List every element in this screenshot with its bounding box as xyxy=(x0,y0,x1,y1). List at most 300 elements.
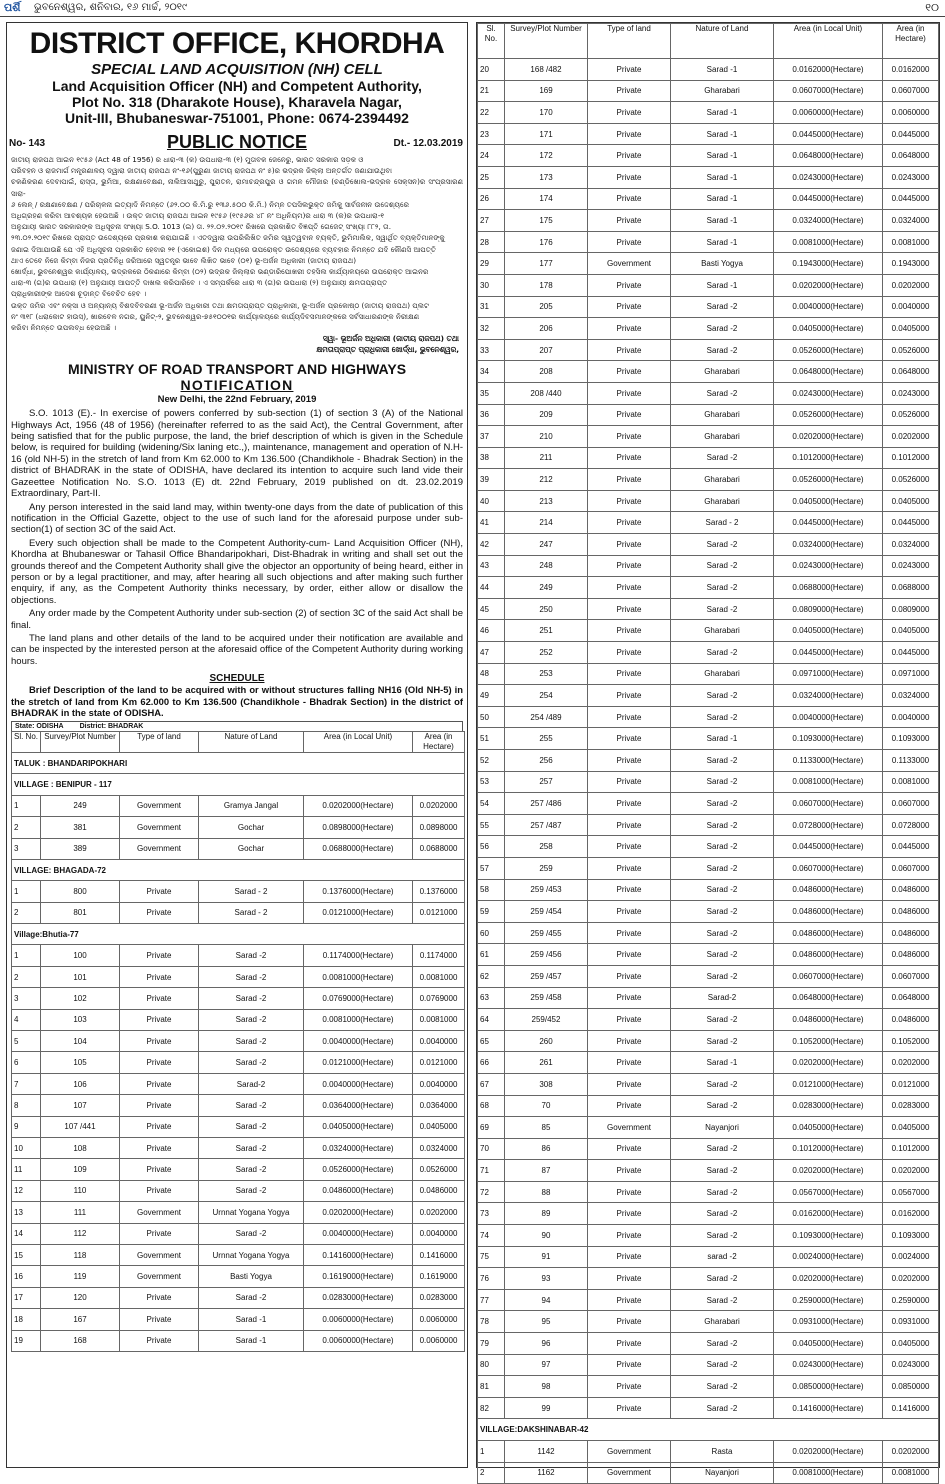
cell-type: Government xyxy=(588,1441,671,1463)
table-row xyxy=(478,339,939,361)
cell-area-local: 0.0060000(Hectare) xyxy=(304,1330,413,1351)
cell-area-ha: 0.0060000 xyxy=(883,102,939,124)
col-sl: Sl. No. xyxy=(478,24,505,59)
cell-nature: Nayanjori xyxy=(671,1117,774,1139)
cell-plot: 90 xyxy=(505,1225,588,1247)
cell-area-ha: 0.0202000 xyxy=(883,1052,939,1074)
table-row xyxy=(478,1138,939,1160)
cell-plot: 257 /486 xyxy=(505,793,588,815)
cell-sl: 38 xyxy=(478,447,505,469)
cell-area-local: 0.0486000(Hectare) xyxy=(774,922,883,944)
cell-plot: 99 xyxy=(505,1397,588,1419)
cell-plot: 98 xyxy=(505,1376,588,1398)
schedule-table-right xyxy=(477,23,939,1484)
table-row xyxy=(12,945,465,966)
cell-nature: Sarad -1 xyxy=(671,188,774,210)
cell-nature: Sarad -2 xyxy=(671,598,774,620)
cell-nature: Sarad -2 xyxy=(671,685,774,707)
cell-area-local: 0.0040000(Hectare) xyxy=(304,1223,413,1244)
table-row xyxy=(478,944,939,966)
cell-area-local: 0.0607000(Hectare) xyxy=(774,793,883,815)
cell-area-ha: 0.1619000 xyxy=(413,1266,465,1287)
cell-area-ha: 0.0809000 xyxy=(883,598,939,620)
table-row xyxy=(12,1009,465,1030)
cell-plot: 88 xyxy=(505,1181,588,1203)
table-row xyxy=(478,901,939,923)
col-nature: Nature of Land xyxy=(199,731,304,752)
cell-area-local: 0.1012000(Hectare) xyxy=(774,1138,883,1160)
cell-sl: 35 xyxy=(478,382,505,404)
cell-sl: 76 xyxy=(478,1268,505,1290)
cell-type: Private xyxy=(588,1203,671,1225)
table-row xyxy=(478,642,939,664)
cell-nature: Sarad -2 xyxy=(671,1030,774,1052)
cell-plot: 251 xyxy=(505,620,588,642)
cell-plot: 120 xyxy=(41,1287,120,1308)
cell-area-local: 0.0162000(Hectare) xyxy=(774,1203,883,1225)
cell-sl: 77 xyxy=(478,1289,505,1311)
cell-area-ha: 0.0486000 xyxy=(883,901,939,923)
cell-nature: Sarad -2 xyxy=(671,706,774,728)
cell-plot: 205 xyxy=(505,296,588,318)
cell-area-local: 0.0607000(Hectare) xyxy=(774,965,883,987)
cell-sl: 1 xyxy=(12,945,41,966)
cell-area-local: 0.0688000(Hectare) xyxy=(774,577,883,599)
cell-area-ha: 0.0060000 xyxy=(413,1330,465,1351)
cell-area-local: 0.0202000(Hectare) xyxy=(774,1160,883,1182)
col-area-local: Area (in Local Unit) xyxy=(304,731,413,752)
cell-plot: 100 xyxy=(41,945,120,966)
table-row xyxy=(478,793,939,815)
cell-area-ha: 0.0202000 xyxy=(883,1160,939,1182)
cell-type: Private xyxy=(588,1009,671,1031)
cell-area-local: 0.0405000(Hectare) xyxy=(304,1116,413,1137)
cell-type: Private xyxy=(588,620,671,642)
cell-sl: 9 xyxy=(12,1116,41,1137)
cell-nature: Sarad -2 xyxy=(199,1138,304,1159)
cell-plot: 168 /482 xyxy=(505,59,588,81)
cell-sl: 8 xyxy=(12,1095,41,1116)
cell-nature: Sarad -2 xyxy=(671,750,774,772)
cell-nature: Sarad -2 xyxy=(671,944,774,966)
cell-type: Private xyxy=(588,814,671,836)
cell-nature: Sarad - 2 xyxy=(671,512,774,534)
cell-type: Private xyxy=(588,102,671,124)
cell-area-ha: 0.0202000 xyxy=(883,1441,939,1463)
cell-sl: 3 xyxy=(12,838,41,859)
cell-nature: Gharabari xyxy=(671,426,774,448)
cell-nature: Sarad -2 xyxy=(671,1138,774,1160)
cell-area-ha: 0.1416000 xyxy=(883,1397,939,1419)
cell-nature: Sarad -1 xyxy=(671,274,774,296)
cell-nature: Sarad -2 xyxy=(199,1159,304,1180)
cell-nature: Gramya Jangal xyxy=(199,795,304,816)
cell-area-ha: 0.0243000 xyxy=(883,555,939,577)
cell-plot: 93 xyxy=(505,1268,588,1290)
cell-area-local: 0.0040000(Hectare) xyxy=(304,1031,413,1052)
cell-sl: 10 xyxy=(12,1138,41,1159)
cell-sl: 28 xyxy=(478,231,505,253)
cell-area-ha: 0.0486000 xyxy=(413,1180,465,1201)
cell-area-ha: 0.0526000 xyxy=(883,339,939,361)
cell-plot: 106 xyxy=(41,1073,120,1094)
cell-sl: 23 xyxy=(478,123,505,145)
table-row xyxy=(478,555,939,577)
cell-area-local: 0.0931000(Hectare) xyxy=(774,1311,883,1333)
table-row xyxy=(478,188,939,210)
cell-area-ha: 0.0243000 xyxy=(883,1354,939,1376)
cell-type: Private xyxy=(120,1031,199,1052)
cell-area-ha: 0.0445000 xyxy=(883,123,939,145)
col-nature: Nature of Land xyxy=(671,24,774,59)
cell-nature: Sarad -2 xyxy=(671,1225,774,1247)
cell-sl: 80 xyxy=(478,1354,505,1376)
cell-sl: 25 xyxy=(478,166,505,188)
cell-type: Private xyxy=(588,1052,671,1074)
section-row xyxy=(12,924,465,945)
cell-area-ha: 0.0121000 xyxy=(413,1052,465,1073)
table-row xyxy=(478,750,939,772)
cell-area-ha: 0.0040000 xyxy=(413,1073,465,1094)
cell-plot: 101 xyxy=(41,966,120,987)
cell-area-local: 0.0526000(Hectare) xyxy=(304,1159,413,1180)
cell-type: Private xyxy=(588,555,671,577)
cell-area-ha: 0.0486000 xyxy=(883,879,939,901)
cell-sl: 33 xyxy=(478,339,505,361)
cell-area-local: 0.0121000(Hectare) xyxy=(774,1073,883,1095)
cell-sl: 1 xyxy=(12,795,41,816)
cell-nature: Gharabari xyxy=(671,1311,774,1333)
cell-area-ha: 0.0202000 xyxy=(883,1268,939,1290)
cell-area-local: 0.0202000(Hectare) xyxy=(304,795,413,816)
cell-area-local: 0.0648000(Hectare) xyxy=(774,361,883,383)
cell-sl: 6 xyxy=(12,1052,41,1073)
cell-nature: Sarad - 2 xyxy=(199,881,304,902)
cell-area-ha: 0.0324000 xyxy=(883,685,939,707)
cell-plot: 207 xyxy=(505,339,588,361)
cell-nature: Gochar xyxy=(199,817,304,838)
section-heading: VILLAGE:DAKSHINABAR-42 xyxy=(478,1419,939,1441)
col-sl: Sl. No. xyxy=(12,731,41,752)
cell-area-ha: 0.1174000 xyxy=(413,945,465,966)
cell-area-local: 0.0243000(Hectare) xyxy=(774,1354,883,1376)
cell-sl: 27 xyxy=(478,210,505,232)
newspaper-logo: ପର୍ଶି xyxy=(4,1,21,14)
cell-nature: Sarad -2 xyxy=(671,922,774,944)
cell-area-local: 0.0081000(Hectare) xyxy=(304,966,413,987)
cell-nature: Gharabari xyxy=(671,404,774,426)
table-row xyxy=(12,1052,465,1073)
cell-area-ha: 0.0607000 xyxy=(883,80,939,102)
cell-plot: 212 xyxy=(505,469,588,491)
cell-type: Private xyxy=(588,577,671,599)
cell-plot: 249 xyxy=(41,795,120,816)
cell-type: Private xyxy=(588,901,671,923)
cell-area-ha: 0.0931000 xyxy=(883,1311,939,1333)
cell-area-ha: 0.1012000 xyxy=(883,1138,939,1160)
cell-area-ha: 0.0688000 xyxy=(883,577,939,599)
cell-area-local: 0.0202000(Hectare) xyxy=(774,274,883,296)
odia-line: ଚକଣିକରଣ ଦେବାପାଇଁ, ରାସ୍ତା, ଭୁମିଆ, ରକ୍ଷଣାବେକ୍ଷଣ, ନାଲିଆସାଥୁରୁ, ପୁରାତନ, ରାମାଚନ୍ଦ୍ରପୁର ଓ ଗମନ ମୌଜାର (ଚଣ୍ଡିଖୋଲ-ଭଦ୍ରକ ସେକ୍ସନ)ର ସଂପ୍ରସାରଣ ସାରା- xyxy=(11,177,463,198)
cell-area-local: 0.0809000(Hectare) xyxy=(774,598,883,620)
cell-area-local: 0.0648000(Hectare) xyxy=(774,145,883,167)
cell-nature: sarad -2 xyxy=(671,1246,774,1268)
cell-type: Private xyxy=(588,145,671,167)
cell-nature: Sarad -1 xyxy=(671,728,774,750)
public-notice-title: PUBLIC NOTICE xyxy=(166,132,307,152)
col-area-ha: Area (in Hectare) xyxy=(883,24,939,59)
cell-sl: 52 xyxy=(478,750,505,772)
cell-area-local: 0.1133000(Hectare) xyxy=(774,750,883,772)
cell-area-ha: 0.0024000 xyxy=(883,1246,939,1268)
cell-sl: 31 xyxy=(478,296,505,318)
cell-area-ha: 0.0324000 xyxy=(883,534,939,556)
cell-type: Private xyxy=(588,1333,671,1355)
cell-plot: 108 xyxy=(41,1138,120,1159)
table-row xyxy=(12,1287,465,1308)
cell-nature: Sarad -2 xyxy=(199,1223,304,1244)
cell-plot: 210 xyxy=(505,426,588,448)
cell-area-local: 0.0728000(Hectare) xyxy=(774,814,883,836)
odia-line: ପ୍ରାଧିକାରୀଙ୍କ ଆଦେଶ ଚୂଡ଼ାନ୍ତ ବିବେଚିତ ହେବ । xyxy=(11,289,147,299)
cell-area-local: 0.1416000(Hectare) xyxy=(774,1397,883,1419)
schedule-table-left xyxy=(11,731,465,1352)
cell-area-ha: 0.0898000 xyxy=(413,817,465,838)
odia-sig-line: ସ୍ୱା- ଭୂଅର୍ଜନ ଅଧିକାରୀ (ଜାତୀୟ ରାଜପଥ) ତଥା xyxy=(322,334,459,344)
table-row xyxy=(478,1117,939,1139)
cell-plot: 173 xyxy=(505,166,588,188)
table-row xyxy=(478,836,939,858)
table-row xyxy=(478,296,939,318)
cell-plot: 178 xyxy=(505,274,588,296)
cell-plot: 381 xyxy=(41,817,120,838)
table-row xyxy=(12,966,465,987)
office-title: DISTRICT OFFICE, KHORDHA xyxy=(29,27,445,60)
table-row xyxy=(12,988,465,1009)
cell-plot: 172 xyxy=(505,145,588,167)
cell-sl: 73 xyxy=(478,1203,505,1225)
cell-plot: 97 xyxy=(505,1354,588,1376)
cell-sl: 2 xyxy=(12,966,41,987)
cell-area-ha: 0.0283000 xyxy=(413,1287,465,1308)
cell-type: Private xyxy=(588,598,671,620)
table-row xyxy=(478,1225,939,1247)
cell-plot: 256 xyxy=(505,750,588,772)
cell-sl: 56 xyxy=(478,836,505,858)
cell-sl: 82 xyxy=(478,1397,505,1419)
col-area-ha: Area (in Hectare) xyxy=(413,731,465,752)
cell-area-ha: 0.0728000 xyxy=(883,814,939,836)
table-row xyxy=(478,1376,939,1398)
cell-sl: 66 xyxy=(478,1052,505,1074)
cell-type: Private xyxy=(588,426,671,448)
cell-type: Private xyxy=(588,836,671,858)
cell-type: Private xyxy=(588,879,671,901)
table-row xyxy=(478,577,939,599)
cell-sl: 68 xyxy=(478,1095,505,1117)
cell-area-local: 0.0769000(Hectare) xyxy=(304,988,413,1009)
cell-sl: 64 xyxy=(478,1009,505,1031)
cell-sl: 3 xyxy=(12,988,41,1009)
cell-sl: 5 xyxy=(12,1031,41,1052)
cell-type: Private xyxy=(588,512,671,534)
cell-nature: Sarad -2 xyxy=(199,1031,304,1052)
cell-plot: 257 /487 xyxy=(505,814,588,836)
cell-sl: 75 xyxy=(478,1246,505,1268)
cell-plot: 213 xyxy=(505,490,588,512)
cell-area-ha: 0.0283000 xyxy=(883,1095,939,1117)
cell-area-ha: 0.0040000 xyxy=(413,1223,465,1244)
cell-area-ha: 0.1093000 xyxy=(883,1225,939,1247)
cell-nature: Sarad -1 xyxy=(671,123,774,145)
cell-sl: 59 xyxy=(478,901,505,923)
cell-type: Government xyxy=(120,795,199,816)
cell-sl: 48 xyxy=(478,663,505,685)
cell-nature: Gochar xyxy=(199,838,304,859)
cell-area-ha: 0.1052000 xyxy=(883,1030,939,1052)
odia-line: ନଂ ୩୧୮ (ଧରାକୋଟ ହାଉସ୍), ଖାରବେଳ ନଗର, ୟୁନିଟ୍-୨, ଭୁବନେଶ୍ୱର-୭୫୧୦୦୧ର କାର୍ଯ୍ୟାଳୟରେ କାର୍ଯ୍ୟଦିବସମାନଙ୍କରେ ସର୍ବସାଧାରଣଙ୍କ ନିରୀକ୍ଷଣ xyxy=(11,311,420,321)
cell-type: Private xyxy=(120,1330,199,1351)
cell-area-local: 0.0445000(Hectare) xyxy=(774,836,883,858)
schedule-brief: Brief Description of the land to be acquired with or without structures falling NH16 (Old NH-5) in the stretch of land from Km 62.000 to Km 136.500 (Chandikhole - Bhadrak Section) in the district of BHADRAK in the state of ODISHA. xyxy=(11,684,463,719)
cell-type: Private xyxy=(588,231,671,253)
cell-type: Private xyxy=(588,706,671,728)
section-row xyxy=(12,774,465,795)
cell-type: Private xyxy=(588,210,671,232)
ministry-title: MINISTRY OF ROAD TRANSPORT AND HIGHWAYS xyxy=(67,361,407,378)
cell-area-local: 0.0971000(Hectare) xyxy=(774,663,883,685)
cell-sl: 57 xyxy=(478,857,505,879)
cell-area-ha: 0.0445000 xyxy=(883,642,939,664)
cell-type: Private xyxy=(588,166,671,188)
cell-nature: Sarad -2 xyxy=(671,793,774,815)
table-row xyxy=(12,1244,465,1265)
cell-sl: 4 xyxy=(12,1009,41,1030)
cell-plot: 95 xyxy=(505,1311,588,1333)
office-line-2: Plot No. 318 (Dharakote House), Kharavela Nagar, xyxy=(72,94,402,110)
cell-area-ha: 0.0324000 xyxy=(413,1138,465,1159)
cell-type: Private xyxy=(588,361,671,383)
cell-area-ha: 0.0405000 xyxy=(413,1116,465,1137)
cell-nature: Sarad -2 xyxy=(671,534,774,556)
cell-type: Private xyxy=(588,123,671,145)
cell-area-ha: 0.0526000 xyxy=(883,404,939,426)
cell-area-local: 0.1052000(Hectare) xyxy=(774,1030,883,1052)
cell-area-local: 0.1376000(Hectare) xyxy=(304,881,413,902)
cell-area-local: 0.0081000(Hectare) xyxy=(774,1462,883,1484)
table-row xyxy=(478,1246,939,1268)
cell-sl: 15 xyxy=(12,1244,41,1265)
cell-plot: 102 xyxy=(41,988,120,1009)
cell-nature: Sarad -2 xyxy=(199,945,304,966)
cell-nature: Gharabari xyxy=(671,663,774,685)
cell-plot: 170 xyxy=(505,102,588,124)
cell-type: Private xyxy=(120,1073,199,1094)
table-row xyxy=(478,1462,939,1484)
table-row xyxy=(12,1095,465,1116)
table-row xyxy=(478,426,939,448)
cell-plot: 255 xyxy=(505,728,588,750)
cell-sl: 2 xyxy=(12,902,41,923)
cell-area-local: 0.1943000(Hectare) xyxy=(774,253,883,275)
cell-area-local: 0.0243000(Hectare) xyxy=(774,382,883,404)
table-row xyxy=(478,1181,939,1203)
page-number: ୧୦ xyxy=(925,1,939,14)
cell-sl: 62 xyxy=(478,965,505,987)
cell-type: Private xyxy=(588,1376,671,1398)
cell-area-local: 0.0202000(Hectare) xyxy=(774,1052,883,1074)
cell-type: Private xyxy=(120,988,199,1009)
cell-sl: 45 xyxy=(478,598,505,620)
cell-area-ha: 0.0081000 xyxy=(883,231,939,253)
cell-sl: 44 xyxy=(478,577,505,599)
cell-plot: 254 /489 xyxy=(505,706,588,728)
cell-nature: Sarad -2 xyxy=(671,447,774,469)
cell-nature: Sarad -2 xyxy=(671,879,774,901)
notification-paragraph: S.O. 1013 (E).- In exercise of powers conferred by sub-section (1) of section 3 (A) of the National Highways Act, 1956 (48 of 1956) (hereinafter referred to as the said Act), the Central Government, after being satisfied that for the public purpose, the land, the brief description of which is given in the Schedule below, is required for building (widening/Six laning etc.,), maintenance, management and operation of N.H-16 (old NH-5) in the stretch of land from Km 62.000 to Km 136.500 (Chandikhole - Bhadrak Section) in the district of BHADRAK in the state of ODISHA, have declared its intention to acquire such land vide their Gazeettee Notification No. S.O. 1013 (E) dt. 22nd February, 2019 published on dt. 23.02.2019 Extraordinary, Part-II. xyxy=(11,408,463,500)
table-row xyxy=(478,1333,939,1355)
table-row xyxy=(12,1202,465,1223)
table-row xyxy=(478,814,939,836)
cell-area-ha: 0.0607000 xyxy=(883,793,939,815)
cell-nature: Sarad -2 xyxy=(671,1009,774,1031)
cell-sl: 42 xyxy=(478,534,505,556)
table-row xyxy=(478,857,939,879)
cell-area-local: 0.0060000(Hectare) xyxy=(304,1309,413,1330)
notification-title: NOTIFICATION xyxy=(180,377,294,394)
cell-plot: 258 xyxy=(505,836,588,858)
cell-area-ha: 0.0405000 xyxy=(883,1117,939,1139)
state-district-bar xyxy=(11,721,463,731)
cell-nature: Sarad -2 xyxy=(199,988,304,1009)
cell-sl: 2 xyxy=(12,817,41,838)
cell-type: Private xyxy=(588,188,671,210)
notice-number: No- 143 xyxy=(9,138,46,149)
cell-type: Private xyxy=(588,728,671,750)
cell-sl: 36 xyxy=(478,404,505,426)
cell-plot: 1142 xyxy=(505,1441,588,1463)
cell-area-ha: 0.0850000 xyxy=(883,1376,939,1398)
cell-area-ha: 0.0526000 xyxy=(883,469,939,491)
table-row xyxy=(12,1180,465,1201)
office-line-1: Land Acquisition Officer (NH) and Competent Authority, xyxy=(52,78,422,94)
cell-type: Private xyxy=(588,1095,671,1117)
col-plot: Survey/Plot Number xyxy=(41,731,120,752)
cell-type: Private xyxy=(588,1268,671,1290)
cell-area-ha: 0.0405000 xyxy=(883,318,939,340)
section-row xyxy=(12,752,465,773)
cell-area-local: 0.1093000(Hectare) xyxy=(774,728,883,750)
cell-area-ha: 0.0486000 xyxy=(883,1009,939,1031)
cell-nature: Basti Yogya xyxy=(199,1266,304,1287)
cell-type: Private xyxy=(588,1246,671,1268)
cell-nature: Sarad -1 xyxy=(199,1330,304,1351)
table-row xyxy=(478,922,939,944)
cell-area-ha: 0.0060000 xyxy=(413,1309,465,1330)
cell-nature: Sarad -2 xyxy=(671,339,774,361)
table-row xyxy=(478,879,939,901)
cell-plot: 1162 xyxy=(505,1462,588,1484)
odia-line: ଅନୁଯାୟୀ ଭାରତ ସରକାରଙ୍କ ଅଧିସୂଚନା ସଂଖ୍ୟା S.O. 1013 (ଇ) ତା. ୨୨.୦୨.୨୦୧୯ ରିଖରେ ପ୍ରକାଶିତ ବିଜ୍ଞପ୍ତି ଗେଜେଟ୍ ସଂଖ୍ୟା ୮୮୨, ତା. xyxy=(11,222,392,232)
cell-sl: 74 xyxy=(478,1225,505,1247)
cell-sl: 41 xyxy=(478,512,505,534)
cell-sl: 67 xyxy=(478,1073,505,1095)
cell-nature: Urnnat Yogana Yogya xyxy=(199,1202,304,1223)
cell-nature: Sarad -2 xyxy=(671,965,774,987)
cell-nature: Sarad -2 xyxy=(199,1116,304,1137)
cell-nature: Sarad -2 xyxy=(199,1180,304,1201)
cell-area-local: 0.0445000(Hectare) xyxy=(774,512,883,534)
